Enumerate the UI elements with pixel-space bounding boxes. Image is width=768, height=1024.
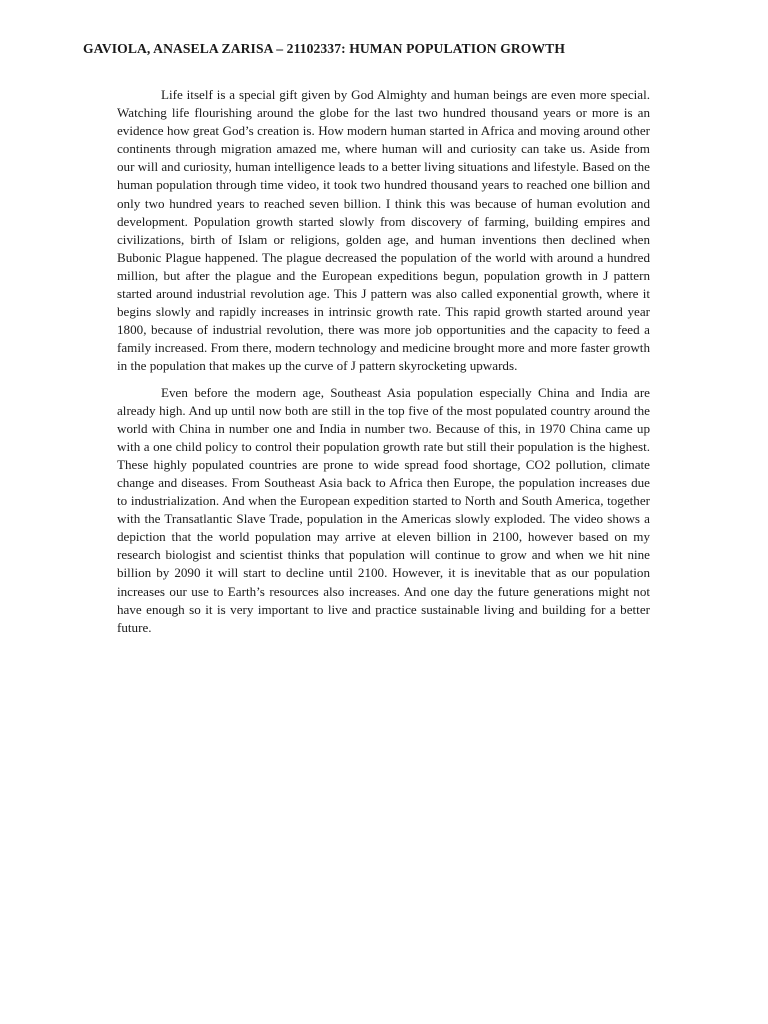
paragraph-1: Life itself is a special gift given by God Almighty and human beings are even more special. Watching life flourishing around the globe for the last two hundred thousand years or more is an evidence how great God’s creation is. How modern human started in Africa and moving around other continents through migration amazed me, where human will and curiosity can take us. Aside from our will and curiosity, human intelligence leads to a better living situations and lifestyle. Based on the human population through time video, it took two hundred thousand years to reached one billion and only two hundred years to reached seven billion. I think this was because of human evolution and development. Population growth started slowly from discovery of farming, building empires and civilizations, birth of Islam or religions, golden age, and human inventions then declined when Bubonic Plague happened. The plague decreased the population of the world with around a hundred million, but after the plague and the European expeditions begun, population growth in J pattern started around industrial revolution age. This J pattern was also called exponential growth, where it begins slowly and rapidly increases in intrinsic growth rate. This rapid growth started around year 1800, because of industrial revolution, there was more job opportunities and the capacity to feed a family increased. From there, modern technology and medicine brought more and more faster growth in the population that makes up the curve of J pattern skyrocketing upwards. bbox=[117, 87, 650, 374]
document-title: GAVIOLA, ANASELA ZARISA – 21102337: HUMAN POPULATION GROWTH bbox=[83, 41, 565, 56]
document-body bbox=[117, 86, 650, 645]
paragraph-2: Even before the modern age, Southeast Asia population especially China and India are already high. And up until now both are still in the top five of the most populated country around the world with China in number one and India in number two. Because of this, in 1970 China came up with a one child policy to control their population growth rate but still their population is the highest. These highly populated countries are prone to wide spread food shortage, CO2 pollution, climate change and diseases. From Southeast Asia back to Africa then Europe, the population increases due to industrialization. And when the European expedition started to North and South America, together with the Transatlantic Slave Trade, population in the Americas slowly exploded. The video shows a depiction that the world population may arrive at eleven billion in 2100, however based on my research biologist and scientist thinks that population will continue to grow and when we hit nine billion by 2090 it will start to decline until 2100. However, it is inevitable that as our population increases our use to Earth’s resources also increases. And one day the future generations might not have enough so it is very important to live and practice sustainable living and building for a better future. bbox=[117, 384, 650, 635]
